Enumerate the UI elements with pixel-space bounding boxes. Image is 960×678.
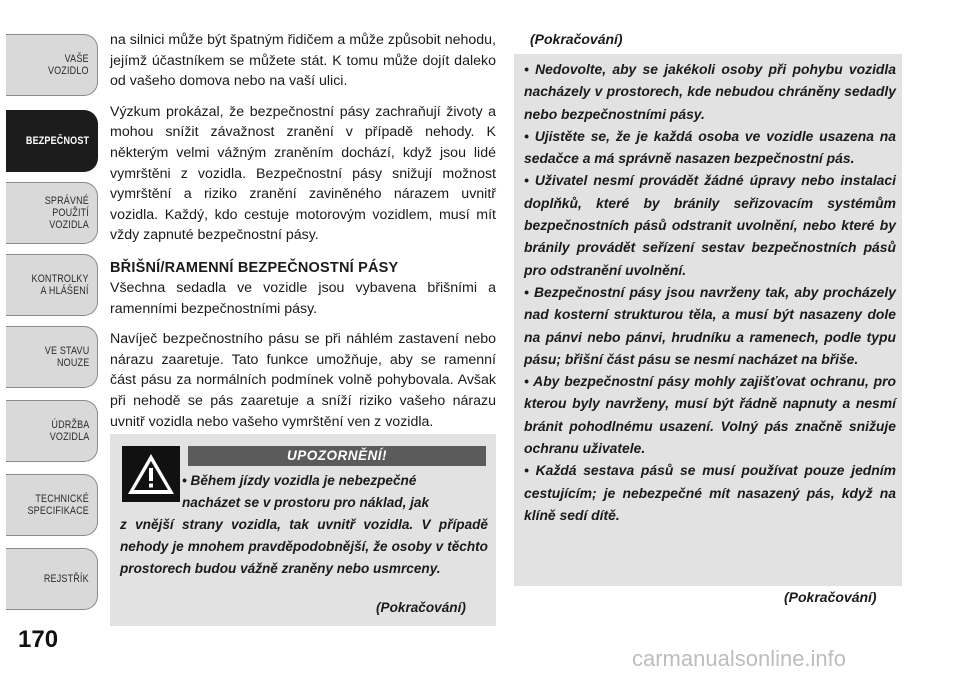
tab-rejstrik[interactable]: [6, 548, 98, 610]
continued-label: (Pokračování): [530, 31, 623, 47]
warning-title: UPOZORNĚNÍ!: [188, 446, 486, 466]
warning-bullet: • Každá sestava pásů se musí používat pouze jedním cestujícím; je nebezpečné mít nasazený pás, když na klíně sedí dítě.: [524, 462, 896, 523]
tab-technicke-specifikace[interactable]: [6, 474, 98, 536]
tab-spravne-pouziti-vozidla[interactable]: [6, 182, 98, 244]
warning-line: nacházet se v prostoru pro náklad, jak: [182, 495, 430, 510]
paragraph: Všechna sedadla ve vozidle jsou vybavena břišními a ramenními bezpečnostními pásy.: [110, 279, 496, 317]
tab-label: REJSTŘÍK: [44, 573, 89, 585]
continued-label: (Pokračování): [784, 589, 877, 605]
continued-label: (Pokračování): [376, 600, 466, 615]
tab-ve-stavu-nouze[interactable]: [6, 326, 98, 388]
tab-label: BEZPEČNOST: [25, 135, 89, 147]
watermark: carmanualsonline.info: [632, 646, 847, 671]
paragraph: Výzkum prokázal, že bezpečnostní pásy zachraňují životy a mohou snížit závažnost zranění v případě nehody. K některým velmi vážným zraněním dochází, když jsou lidé vymrštěni z vozidla. Bezpečnostní pásy snižují možnost vymrštění a riziko zranění zaviněného nárazem uvnitř vozidla. Každý, kdo cestuje motorovým vozidlem, musí mít vždy zapnuté bezpečnostní pásy.: [110, 103, 496, 244]
left-column: [110, 30, 496, 442]
sidebar-nav: [0, 0, 100, 678]
tab-kontrolky-a-hlaseni[interactable]: [6, 254, 98, 316]
tab-label: KONTROLKY A HLÁŠENÍ: [31, 273, 89, 297]
warning-bullet: • Nedovolte, aby se jakékoli osoby při pohybu vozidla nacházely v prostorech, kde nebudou chráněny sedadly nebo bezpečnostními pásy.: [524, 61, 896, 122]
tab-label: SPRÁVNÉ POUŽITÍ VOZIDLA: [44, 195, 89, 231]
tab-label: VE STAVU NOUZE: [44, 345, 89, 369]
warning-body: z vnější strany vozidla, tak uvnitř vozidla. V případě nehody je mnohem pravděpodobnější, že osoby v těchto prostorech budou vážně zraněny nebo usmrceny.: [120, 517, 488, 576]
warning-text: [120, 470, 488, 580]
page-number: 170: [18, 626, 59, 653]
warning-bullet: • Ujistěte se, že je každá osoba ve vozidle usazena na sedačce a má správně nasazen bezpečnostní pás.: [524, 127, 896, 167]
tab-label: TECHNICKÉ SPECIFIKACE: [27, 493, 89, 517]
section-heading: BŘIŠNÍ/RAMENNÍ BEZPEČNOSTNÍ PÁSY: [110, 259, 399, 276]
warning-continuation-text: [524, 58, 896, 526]
tab-vase-vozidlo[interactable]: [6, 34, 98, 96]
tab-label: VAŠE VOZIDLO: [48, 53, 89, 77]
tab-udrzba-vozidla[interactable]: [6, 400, 98, 462]
tab-bezpecnost[interactable]: [6, 110, 98, 172]
warning-bullet: • Uživatel nesmí provádět žádné úpravy nebo instalaci doplňků, které by bránily seřizovacím systémům bezpečnostních pásů odstranit uvolnění, nebo které by bránily provádět seřízení sestav bezpečnostních pásů pro odstranění uvolnění.: [524, 172, 896, 278]
paragraph: Navíječ bezpečnostního pásu se při náhlém zastavení nebo nárazu zaaretuje. Tato funkce umožňuje, aby se ramenní část pásu za normálních podmínek volně pohybovala. Avšak při nehodě se pás zaaretuje a sníží riziko vašeho nárazu uvnitř vozidla nebo vašeho vymrštění ven z vozidla.: [110, 331, 496, 430]
tab-label: ÚDRŽBA VOZIDLA: [49, 419, 89, 443]
warning-bullet: • Bezpečnostní pásy jsou navrženy tak, aby procházely nad kosterní strukturou těla, a musí být nasazeny dole na pánvi nebo pánvi, hrudníku a ramenech, podle typu pásu; břišní část pásu se nesmí nacházet na břiše.: [524, 283, 896, 367]
warning-bullet: • Aby bezpečnostní pásy mohly zajišťovat ochranu, pro kterou byly navrženy, musí být řádně napnuty a nesmí bránit pohodlnému usazení. Volný pás značně snižuje ochranu uživatele.: [524, 373, 896, 457]
warning-line: • Během jízdy vozidla je nebezpečné: [182, 473, 417, 488]
paragraph: na silnici může být špatným řidičem a může způsobit nehodu, jejímž účastníkem se můžete stát. K tomu může dojít daleko od vašeho domova nebo na vaší ulici.: [110, 32, 496, 90]
